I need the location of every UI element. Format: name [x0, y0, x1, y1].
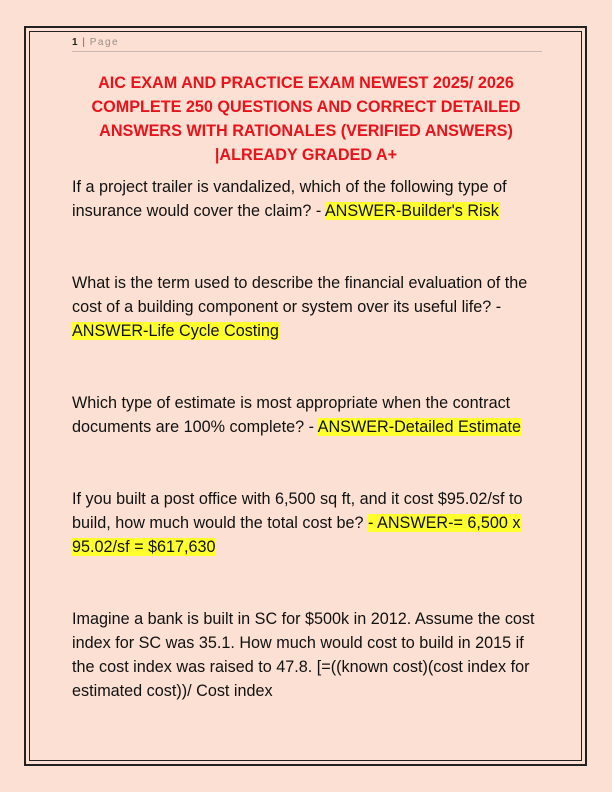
page-header: [72, 37, 542, 52]
question-text: If a project trailer is vandalized, which of the following type of insurance would cover the claim? -: [72, 178, 507, 220]
qa-item: [72, 271, 542, 343]
question-text: If you built a post office with 6,500 sq ft, and it cost $95.02/sf to build, how much would the total cost be?: [72, 490, 523, 532]
qa-item: [72, 607, 542, 703]
page-number: 1: [72, 37, 78, 48]
question-text: Which type of estimate is most appropriate when the contract documents are 100% complete? -: [72, 394, 511, 436]
qa-item: [72, 175, 542, 223]
qa-item: [72, 391, 542, 439]
document-title: AIC EXAM AND PRACTICE EXAM NEWEST 2025/ 2026 COMPLETE 250 QUESTIONS AND CORRECT DETAILED ANSWERS WITH RATIONALES (VERIFIED ANSWERS) |ALREADY GRADED A+: [91, 74, 521, 164]
answer-text: ANSWER-Life Cycle Costing: [72, 322, 279, 340]
qa-item: [72, 487, 542, 559]
question-text: Imagine a bank is built in SC for $500k in 2012. Assume the cost index for SC was 35.1. How much would cost to build in 2015 if the cost index was raised to 47.8. [=((known cost)(cost index for estimated cost))/ Cost index: [72, 610, 535, 700]
question-text: What is the term used to describe the financial evaluation of the cost of a building component or system over its useful life? -: [72, 274, 528, 316]
answer-text: - ANSWER-= 6,500 x 95.02/sf = $617,630: [72, 514, 521, 556]
answer-text: ANSWER-Builder's Risk: [324, 202, 499, 220]
answer-text: ANSWER-Detailed Estimate: [317, 418, 521, 436]
qa-list: [72, 175, 542, 703]
header-separator: |: [82, 37, 85, 48]
page-label: Page: [89, 37, 120, 48]
